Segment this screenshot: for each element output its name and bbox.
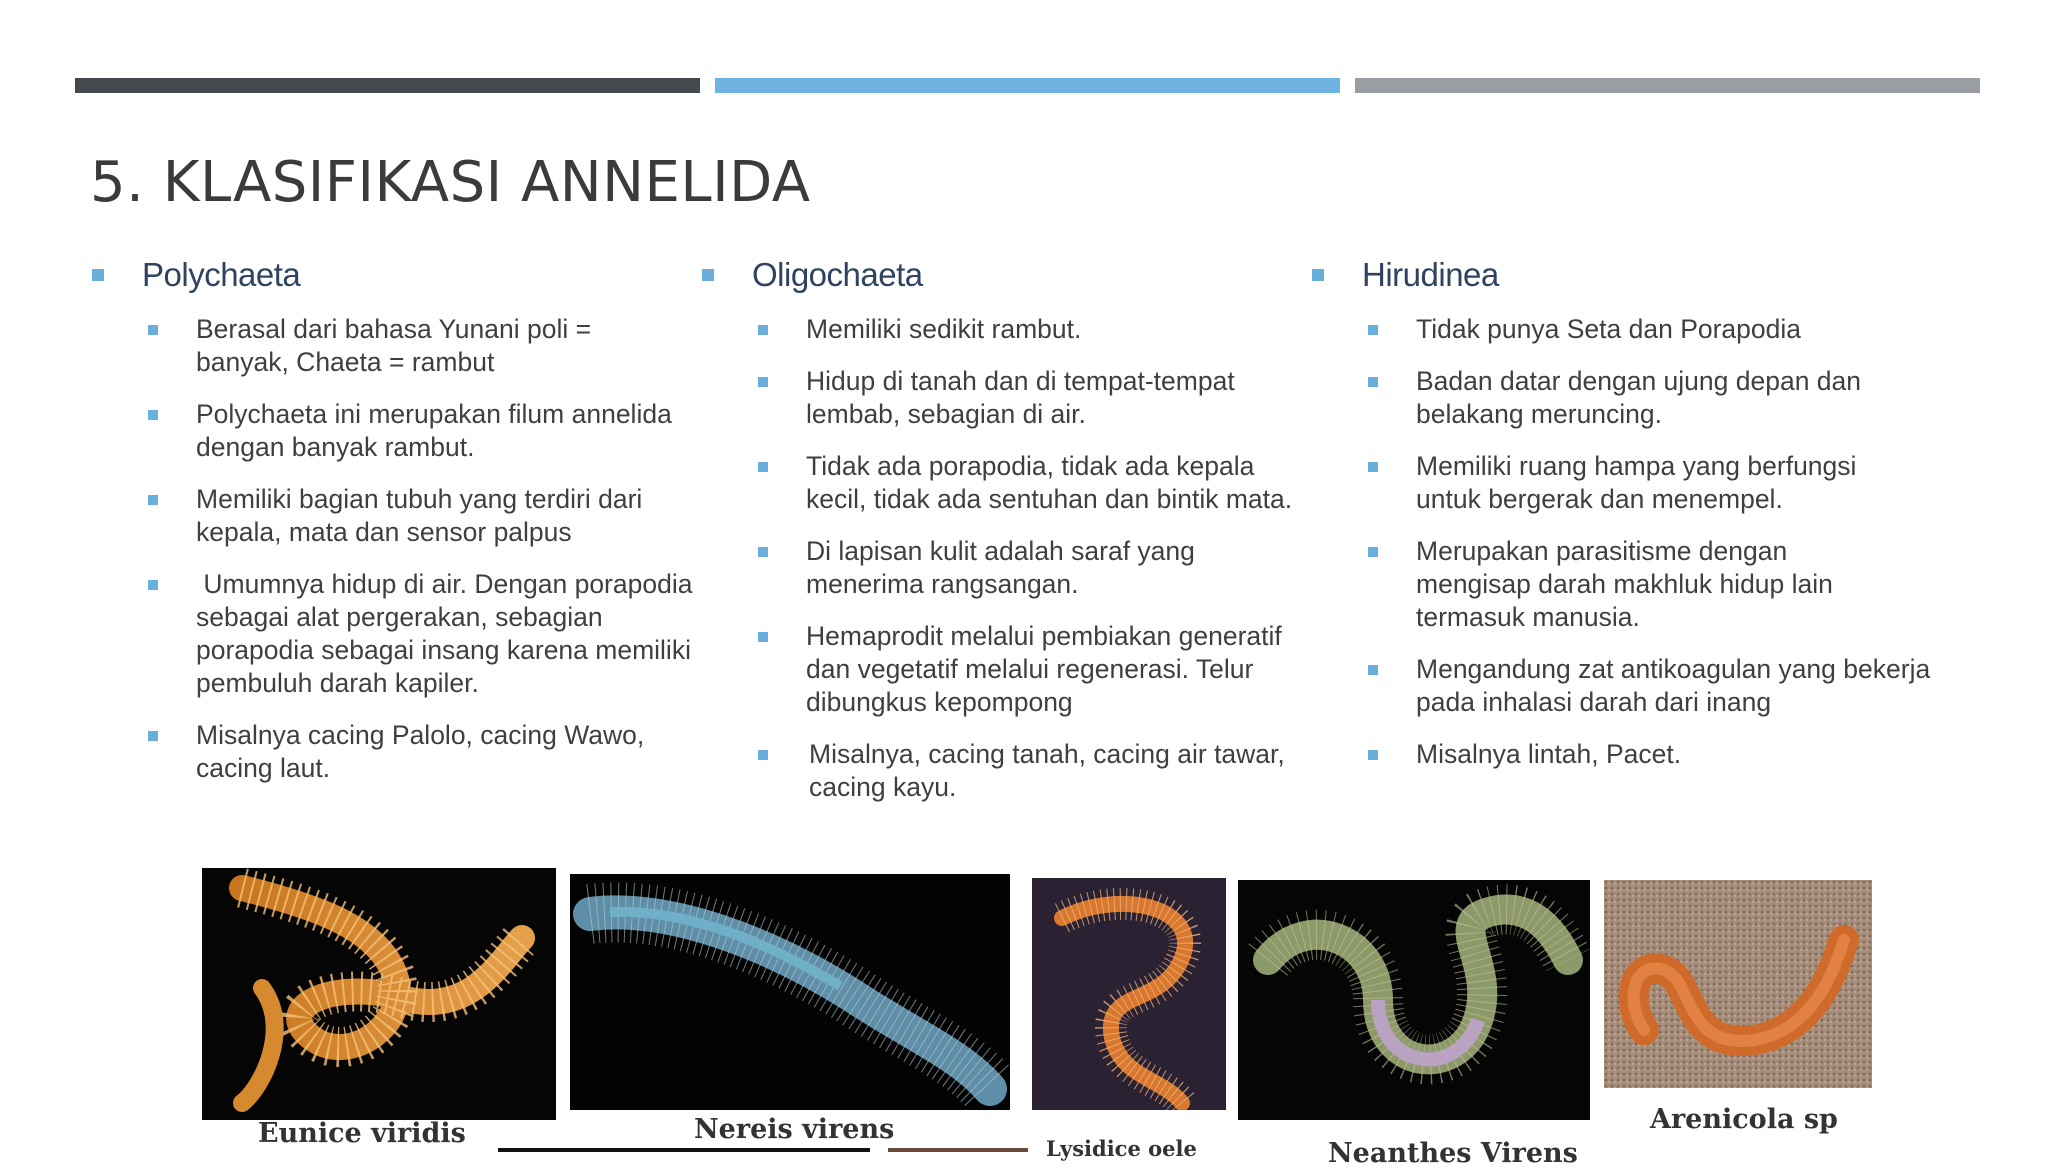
list-item: Polychaeta ini merupakan filum annelida dengan banyak rambut. bbox=[90, 398, 710, 464]
slide-title: 5. KLASIFIKASI ANNELIDA bbox=[90, 150, 811, 215]
list-item: Di lapisan kulit adalah saraf yang menerima rangsangan. bbox=[700, 535, 1320, 601]
eunice-worm-icon bbox=[202, 868, 556, 1120]
bullet-square-icon bbox=[1368, 547, 1378, 557]
list-item: Mengandung zat antikoagulan yang bekerja pada inhalasi darah dari inang bbox=[1310, 653, 1930, 719]
list-item: Merupakan parasitisme dengan mengisap darah makhluk hidup lain termasuk manusia. bbox=[1310, 535, 1930, 634]
bullet-square-icon bbox=[148, 580, 158, 590]
bullet-square-icon bbox=[148, 410, 158, 420]
bullet-square-icon bbox=[148, 325, 158, 335]
list-item: Berasal dari bahasa Yunani poli = banyak, Chaeta = rambut bbox=[90, 313, 710, 379]
bullet-square-icon bbox=[1368, 325, 1378, 335]
item-list bbox=[700, 313, 1320, 804]
bullet-square-icon bbox=[758, 377, 768, 387]
column-oligochaeta bbox=[700, 255, 1320, 823]
list-item: Memiliki bagian tubuh yang terdiri dari kepala, mata dan sensor palpus bbox=[90, 483, 710, 549]
caption-eunice: Eunice viridis bbox=[258, 1118, 466, 1149]
heading-text: Hirudinea bbox=[1362, 256, 1499, 293]
bullet-square-icon bbox=[1368, 750, 1378, 760]
bullet-square-icon bbox=[758, 547, 768, 557]
bullet-square-icon bbox=[92, 269, 104, 281]
heading-text: Polychaeta bbox=[142, 256, 301, 293]
list-item: Misalnya cacing Palolo, cacing Wawo, cacing laut. bbox=[90, 719, 710, 785]
caption-lysidice: Lysidice oele bbox=[1046, 1136, 1197, 1161]
bullet-square-icon bbox=[758, 325, 768, 335]
list-item: Badan datar dengan ujung depan dan belakang meruncing. bbox=[1310, 365, 1930, 431]
partial-photo-edge bbox=[498, 1148, 870, 1152]
bullet-square-icon bbox=[1312, 269, 1324, 281]
lysidice-worm-icon bbox=[1032, 878, 1226, 1110]
list-item: Hidup di tanah dan di tempat-tempat lembab, sebagian di air. bbox=[700, 365, 1320, 431]
list-item: Memiliki sedikit rambut. bbox=[700, 313, 1320, 346]
arenicola-worm-icon bbox=[1604, 880, 1872, 1088]
list-item: Umumnya hidup di air. Dengan porapodia sebagai alat pergerakan, sebagian porapodia sebagai insang karena memiliki pembuluh darah kapiler. bbox=[90, 568, 710, 700]
neanthes-worm-icon bbox=[1238, 880, 1590, 1120]
list-item: Tidak ada porapodia, tidak ada kepala kecil, tidak ada sentuhan dan bintik mata. bbox=[700, 450, 1320, 516]
item-list bbox=[1310, 313, 1930, 771]
bullet-square-icon bbox=[148, 731, 158, 741]
column-heading bbox=[700, 255, 1320, 305]
top-bar-gray bbox=[1355, 78, 1980, 93]
partial-photo-edge bbox=[888, 1148, 1028, 1152]
bullet-square-icon bbox=[1368, 665, 1378, 675]
eunice-worm-photo bbox=[202, 868, 556, 1120]
caption-arenicola: Arenicola sp bbox=[1650, 1104, 1838, 1135]
caption-nereis: Nereis virens bbox=[694, 1114, 895, 1145]
heading-text: Oligochaeta bbox=[752, 256, 923, 293]
nereis-worm-photo bbox=[570, 874, 1010, 1110]
list-item: Misalnya, cacing tanah, cacing air tawar, cacing kayu. bbox=[700, 738, 1320, 804]
bullet-square-icon bbox=[702, 269, 714, 281]
item-list bbox=[90, 313, 710, 785]
top-bar-dark bbox=[75, 78, 700, 93]
lysidice-worm-photo bbox=[1032, 878, 1226, 1110]
nereis-worm-icon bbox=[570, 874, 1010, 1110]
column-heading bbox=[90, 255, 710, 305]
bullet-square-icon bbox=[1368, 377, 1378, 387]
list-item: Tidak punya Seta dan Porapodia bbox=[1310, 313, 1930, 346]
worm-image-strip bbox=[0, 860, 2048, 1169]
list-item: Hemaprodit melalui pembiakan generatif dan vegetatif melalui regenerasi. Telur dibungkus kepompong bbox=[700, 620, 1320, 719]
bullet-square-icon bbox=[758, 632, 768, 642]
column-heading bbox=[1310, 255, 1930, 305]
caption-neanthes: Neanthes Virens bbox=[1328, 1138, 1578, 1169]
column-polychaeta bbox=[90, 255, 710, 804]
list-item: Misalnya lintah, Pacet. bbox=[1310, 738, 1930, 771]
column-hirudinea bbox=[1310, 255, 1930, 790]
bullet-square-icon bbox=[148, 495, 158, 505]
list-item: Memiliki ruang hampa yang berfungsi untuk bergerak dan menempel. bbox=[1310, 450, 1930, 516]
neanthes-worm-photo bbox=[1238, 880, 1590, 1120]
bullet-square-icon bbox=[1368, 462, 1378, 472]
top-bar-blue bbox=[715, 78, 1340, 93]
arenicola-worm-photo bbox=[1604, 880, 1872, 1088]
bullet-square-icon bbox=[758, 462, 768, 472]
bullet-square-icon bbox=[758, 750, 768, 760]
